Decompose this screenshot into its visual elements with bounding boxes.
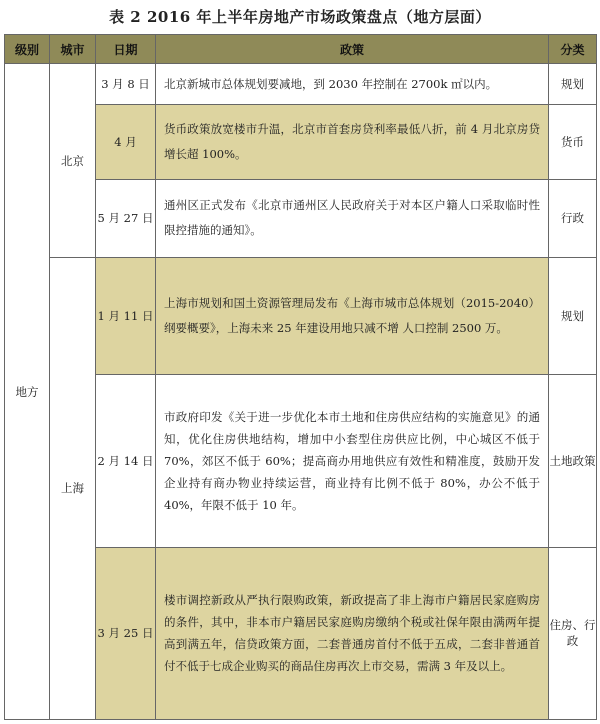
header-row [5, 35, 597, 64]
table-row [5, 64, 597, 105]
date-cell: 3 月 8 日 [96, 64, 156, 105]
policy-cell: 货币政策放宽楼市升温，北京市首套房贷利率最低八折，前 4 月北京房贷增长超 100%。 [156, 104, 549, 179]
header-date: 日期 [96, 35, 156, 64]
header-city: 城市 [50, 35, 96, 64]
category-cell: 土地政策 [549, 375, 597, 547]
policy-cell: 市政府印发《关于进一步优化本市土地和住房供应结构的实施意见》的通知，优化住房供地结构，增加中小套型住房供应比例，中心城区不低于 70%，郊区不低于 60%；提高商办用地供应有效性和精准度，鼓励开发企业持有商办物业持续运营，商业持有比例不低于 80%，办公不低于 40%，年限不低于 10 年。 [156, 375, 549, 547]
policy-cell: 通州区正式发布《北京市通州区人民政府关于对本区户籍人口采取临时性限控措施的通知》。 [156, 179, 549, 257]
header-level: 级别 [5, 35, 50, 64]
table-title: 表 2 2016 年上半年房地产市场政策盘点（地方层面） [109, 8, 491, 26]
level-cell: 地方 [5, 64, 50, 720]
date-cell: 5 月 27 日 [96, 179, 156, 257]
header-category: 分类 [549, 35, 597, 64]
category-cell: 货币 [549, 104, 597, 179]
date-cell: 1 月 11 日 [96, 257, 156, 375]
category-cell: 规划 [549, 257, 597, 375]
policy-cell: 北京新城市总体规划要减地，到 2030 年控制在 2700k ㎡以内。 [156, 64, 549, 105]
category-cell: 规划 [549, 64, 597, 105]
category-cell: 行政 [549, 179, 597, 257]
date-cell: 4 月 [96, 104, 156, 179]
city-cell-shanghai: 上海 [50, 257, 96, 719]
city-cell-beijing: 北京 [50, 64, 96, 258]
date-cell: 2 月 14 日 [96, 375, 156, 547]
category-cell: 住房、行政 [549, 547, 597, 719]
header-policy: 政策 [156, 35, 549, 64]
policy-table [4, 34, 597, 720]
table-row [5, 257, 597, 375]
date-cell: 3 月 25 日 [96, 547, 156, 719]
policy-cell: 楼市调控新政从严执行限购政策，新政提高了非上海市户籍居民家庭购房的条件，其中，非本市户籍居民家庭购房缴纳个税或社保年限由满两年提高到满五年，信贷政策方面，二套普通房首付不低于五成，二套非普通首付不低于七成企业购买的商品住房再次上市交易，需满 3 年及以上。 [156, 547, 549, 719]
policy-cell: 上海市规划和国土资源管理局发布《上海市城市总体规划（2015-2040）纲要概要》，上海未来 25 年建设用地只减不增 人口控制 2500 万。 [156, 257, 549, 375]
